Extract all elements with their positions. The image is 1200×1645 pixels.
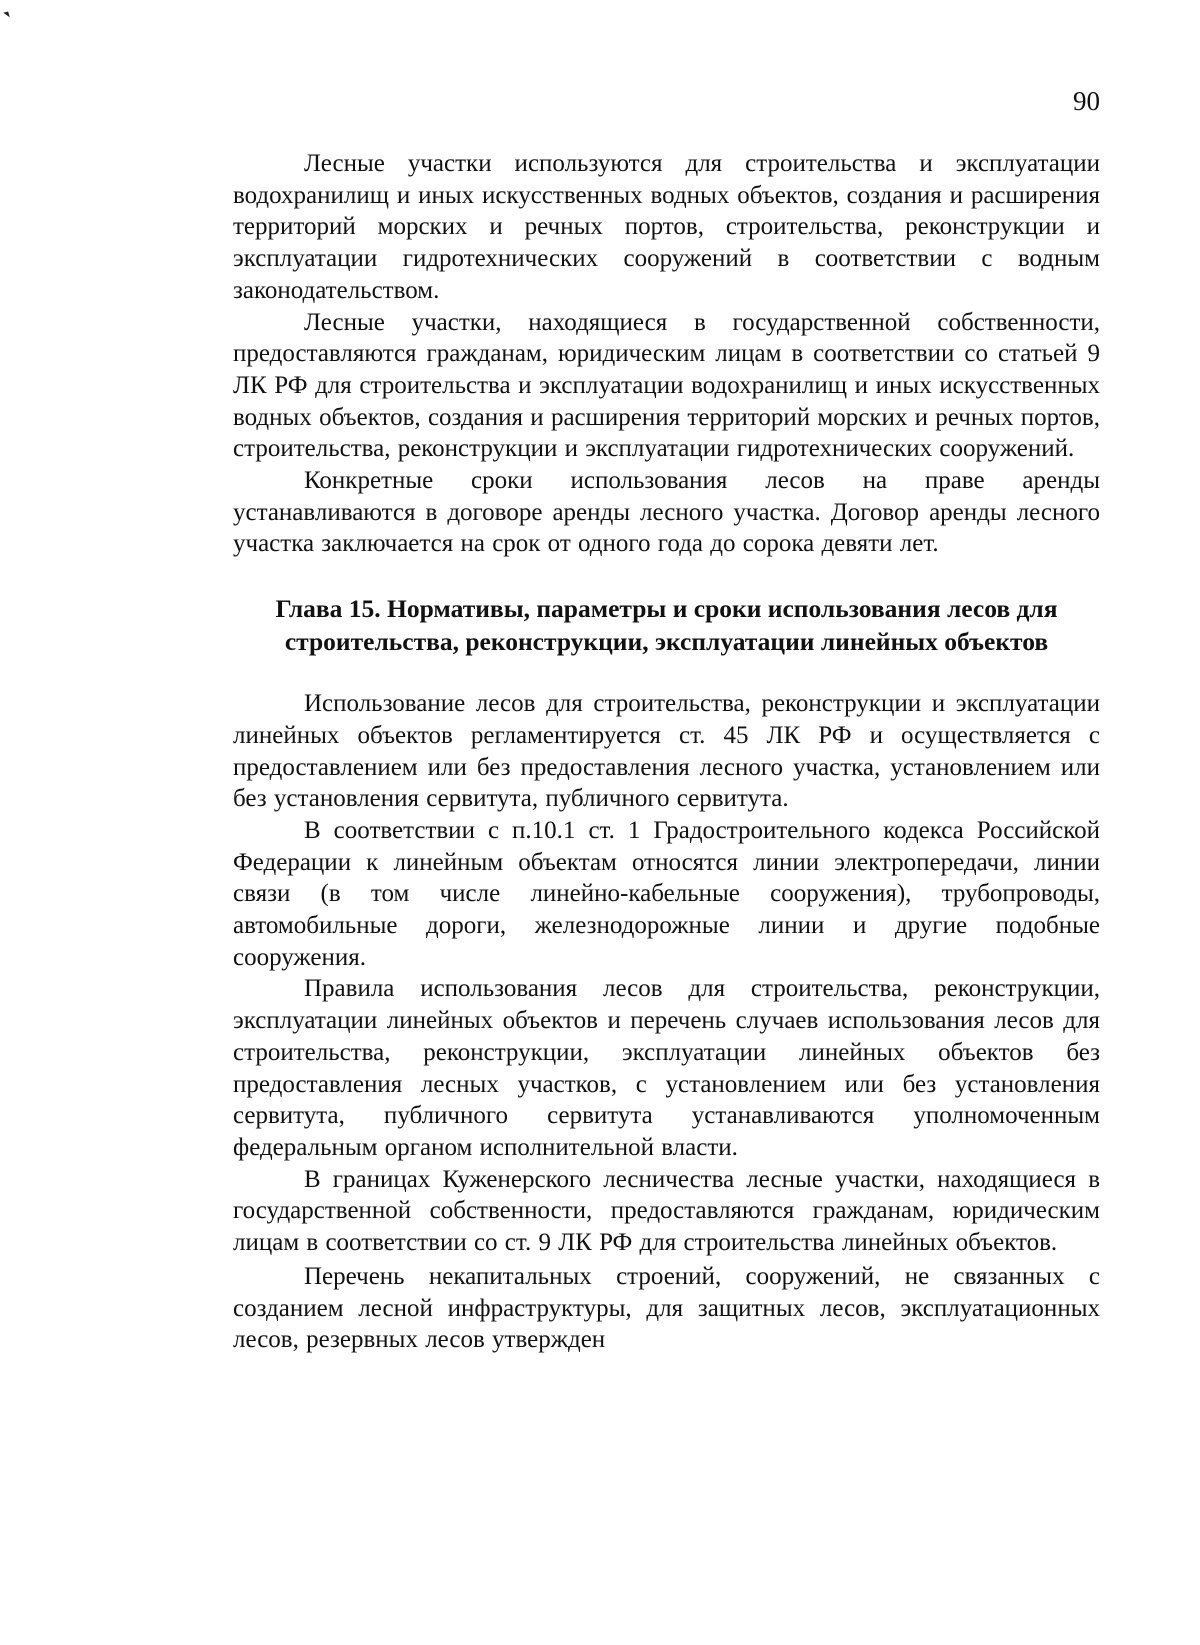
paragraph: Лесные участки, находящиеся в государственной собственности, предоставляются гражданам, юридическим лицам в соответствии со статьей 9 ЛК РФ для строительства и эксплуатации водохранилищ и иных искусственных водных объектов, создания и расширения территорий морских и речных портов, строительства, реконструкции и эксплуатации гидротехнических сооружений. (233, 308, 1100, 463)
page-number: 90 (1073, 86, 1100, 116)
paragraph: Использование лесов для строительства, реконструкции и эксплуатации линейных объектов регламентируется ст. 45 ЛК РФ и осуществляется с предоставлением или без предоставления лесного участка, установлением или без установления сервитута, публичного сервитута. (233, 690, 1100, 813)
paragraph: Перечень некапитальных строений, сооружений, не связанных с созданием лесной инфраструктуры, для защитных лесов, эксплуатационных лесов, резервных лесов утвержден (233, 1262, 1100, 1354)
paragraph: В границах Куженерского лесничества лесные участки, находящиеся в государственной собственности, предоставляются гражданам, юридическим лицам в соответствии со ст. 9 ЛК РФ для строительства линейных объектов. (233, 1165, 1100, 1257)
chapter-heading-line-1: Глава 15. Нормативы, параметры и сроки использования лесов для (275, 594, 1058, 624)
paragraph: Лесные участки используются для строительства и эксплуатации водохранилищ и иных искусственных водных объектов, создания и расширения территорий морских и речных портов, строительства, реконструкции и эксплуатации гидротехнических сооружений в соответствии с водным законодательством. (233, 150, 1100, 304)
document-body (233, 148, 1100, 1356)
chapter-heading-line-2: строительства, реконструкции, эксплуатации линейных объектов (284, 627, 1049, 657)
paragraph: Правила использования лесов для строительства, реконструкции, эксплуатации линейных объектов и перечень случаев использования лесов для строительства, реконструкции, эксплуатации линейных объектов без предоставления лесных участков, с установлением или без установления сервитута, публичного сервитута устанавливаются уполномоченным федеральным органом исполнительной власти. (233, 975, 1100, 1161)
paragraph: Конкретные сроки использования лесов на праве аренды устанавливаются в договоре аренды лесного участка. Договор аренды лесного участка заключается на срок от одного года до сорока девяти лет. (233, 467, 1100, 558)
paragraph: В соответствии с п.10.1 ст. 1 Градостроительного кодекса Российской Федерации к линейным объектам относятся линии электропередачи, линии связи (в том числе линейно-кабельные сооружения), трубопроводы, автомобильные дороги, железнодорожные линии и другие подобные сооружения. (233, 816, 1100, 971)
scan-corner-mark (3, 11, 9, 18)
chapter-heading (233, 592, 1100, 658)
